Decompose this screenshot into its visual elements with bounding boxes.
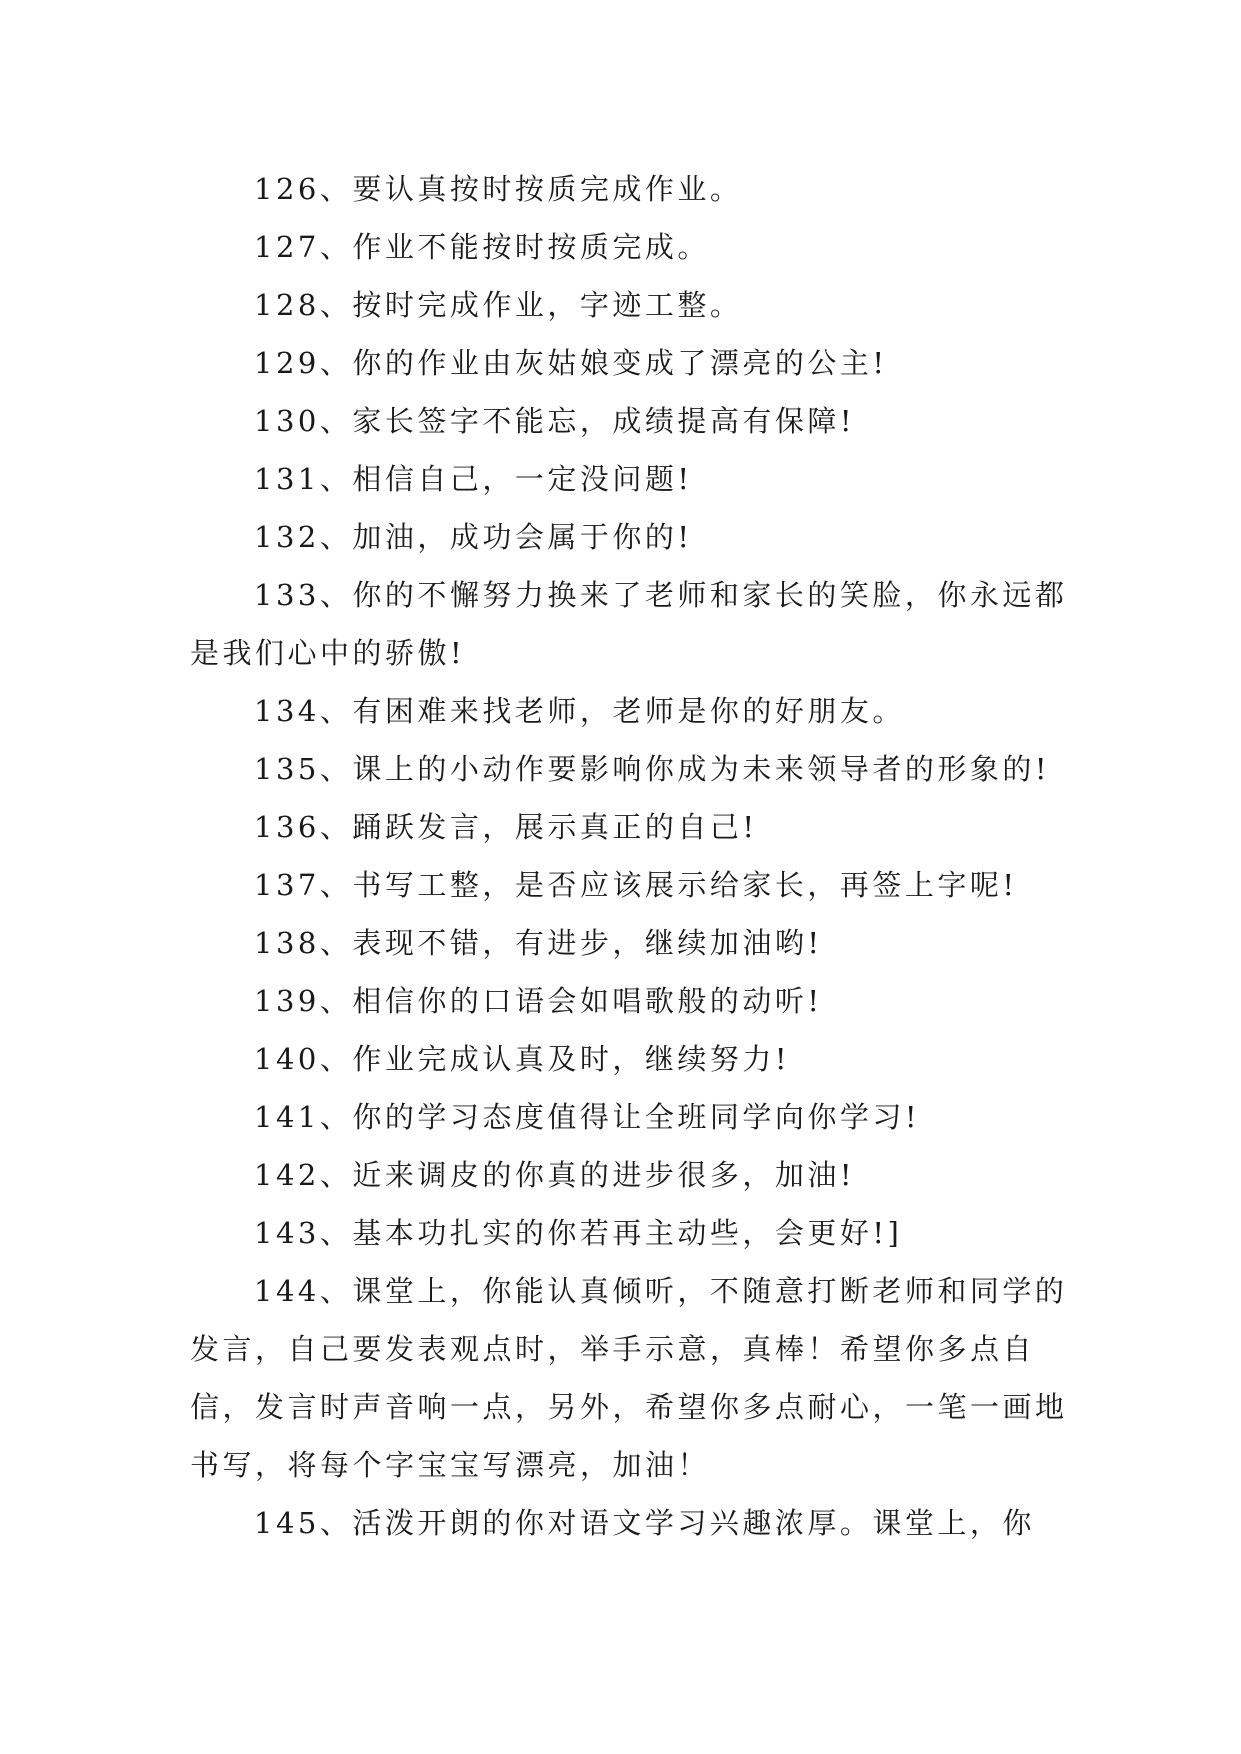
paragraph-131: 131、相信自己，一定没问题! xyxy=(254,462,693,496)
paragraph-127: 127、作业不能按时按质完成。 xyxy=(254,230,710,264)
paragraph-137: 137、书写工整，是否应该展示给家长，再签上字呢! xyxy=(254,868,1018,902)
paragraph-145: 145、活泼开朗的你对语文学习兴趣浓厚。课堂上，你 xyxy=(254,1506,1035,1540)
paragraph-143: 143、基本功扎实的你若再主动些，会更好!] xyxy=(254,1216,903,1250)
paragraph-142: 142、近来调皮的你真的进步很多，加油! xyxy=(254,1158,856,1192)
paragraph-132: 132、加油，成功会属于你的! xyxy=(254,520,693,554)
paragraph-126: 126、要认真按时按质完成作业。 xyxy=(254,172,743,206)
paragraph-134: 134、有困难来找老师，老师是你的好朋友。 xyxy=(254,694,905,728)
document-body xyxy=(190,160,1070,1552)
paragraph-138: 138、表现不错，有进步，继续加油哟! xyxy=(254,926,823,960)
paragraph-139: 139、相信你的口语会如唱歌般的动听! xyxy=(254,984,823,1018)
paragraph-141: 141、你的学习态度值得让全班同学向你学习! xyxy=(254,1100,921,1134)
paragraph-133: 133、你的不懈努力换来了老师和家长的笑脸，你永远都是我们心中的骄傲! xyxy=(190,578,1068,670)
paragraph-128: 128、按时完成作业，字迹工整。 xyxy=(254,288,743,322)
paragraph-144: 144、课堂上，你能认真倾听，不随意打断老师和同学的发言，自己要发表观点时，举手示意，真棒！希望你多点自信，发言时声音响一点，另外，希望你多点耐心，一笔一画地书写，将每个字宝宝写漂亮，加油！ xyxy=(190,1274,1068,1482)
paragraph-129: 129、你的作业由灰姑娘变成了漂亮的公主! xyxy=(254,346,888,380)
paragraph-136: 136、踊跃发言，展示真正的自己! xyxy=(254,810,758,844)
paragraph-140: 140、作业完成认真及时，继续努力! xyxy=(254,1042,791,1076)
paragraph-135: 135、课上的小动作要影响你成为未来领导者的形象的! xyxy=(254,752,1051,786)
paragraph-130: 130、家长签字不能忘，成绩提高有保障! xyxy=(254,404,856,438)
